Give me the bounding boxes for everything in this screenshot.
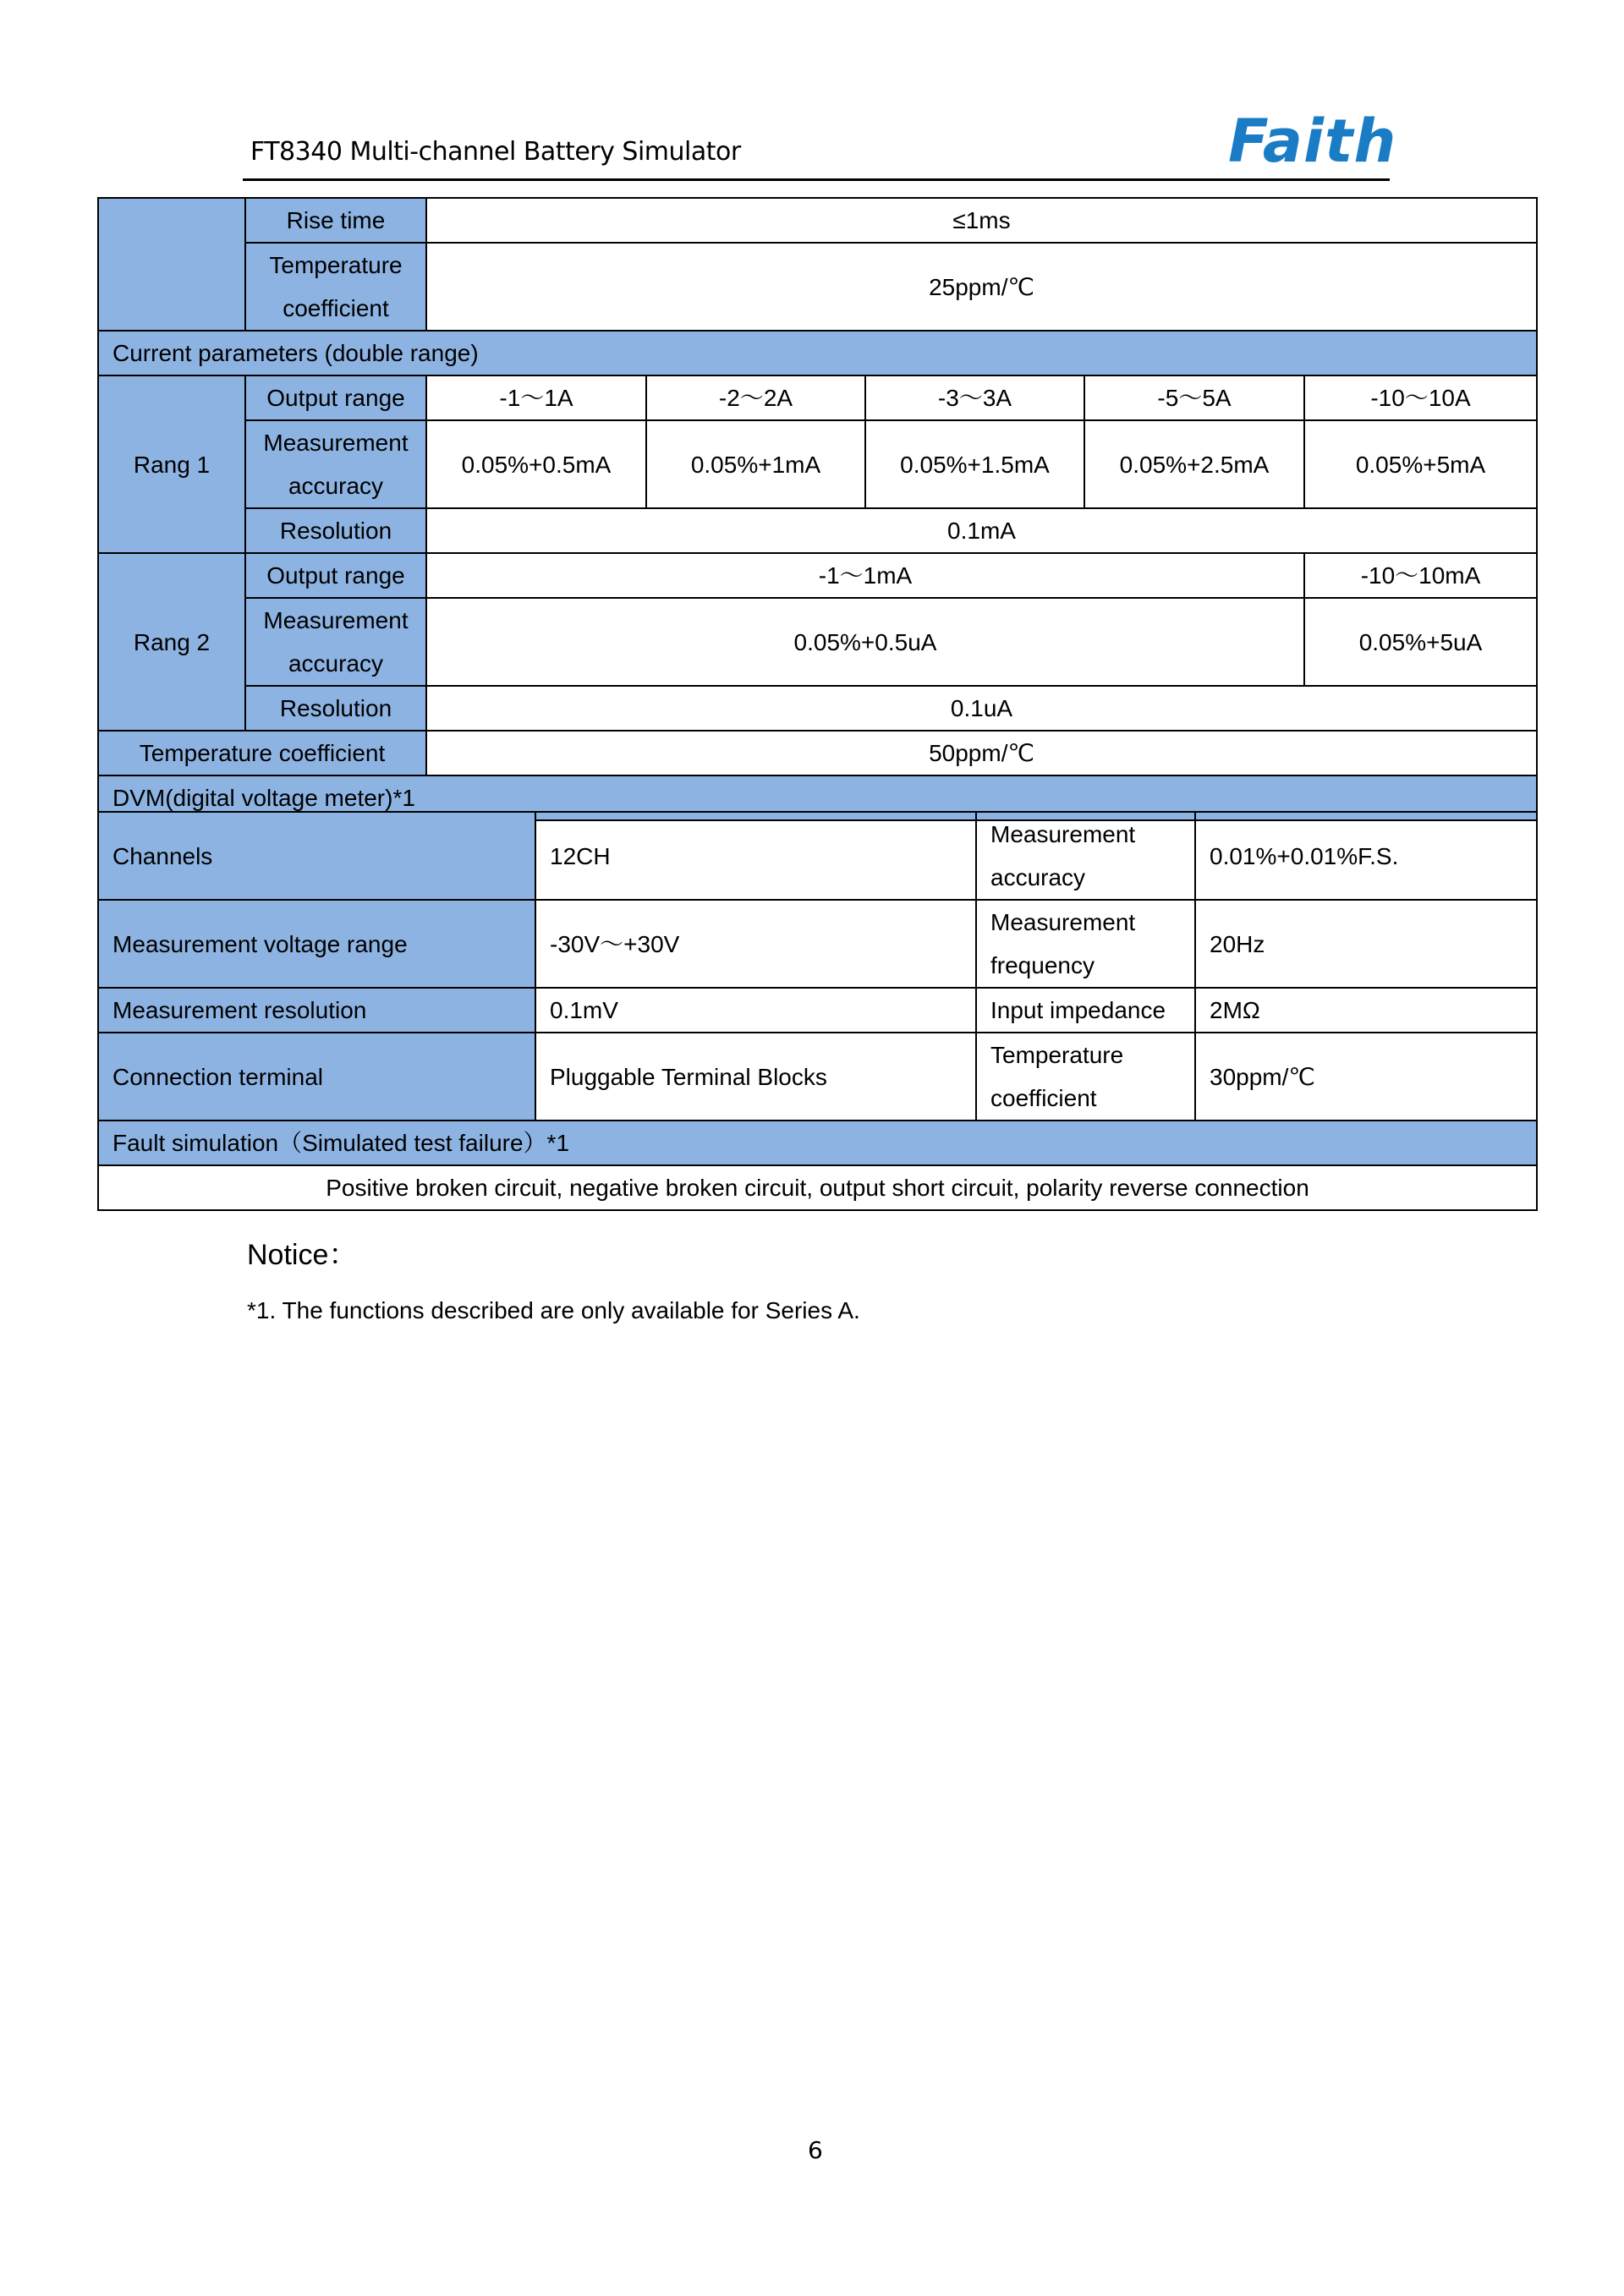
dvm-table bbox=[97, 811, 1538, 1211]
label-line: Measurement bbox=[263, 430, 409, 456]
footnote: *1. The functions described are only available for Series A. bbox=[247, 1297, 860, 1323]
dvm-label: Connection terminal bbox=[98, 1033, 535, 1121]
spec-table bbox=[97, 197, 1538, 821]
label-line: Measurement bbox=[990, 821, 1136, 847]
blank-group-cell bbox=[98, 198, 245, 331]
dvm-value-2: 0.01%+0.01%F.S. bbox=[1195, 812, 1537, 900]
label-line: Measurement bbox=[990, 909, 1136, 935]
fault-content: Positive broken circuit, negative broken circuit, output short circuit, polarity reverse connection bbox=[98, 1165, 1537, 1210]
dvm-value-2: 30ppm/℃ bbox=[1195, 1033, 1537, 1121]
notice-title: Notice： bbox=[247, 1239, 358, 1271]
rang1-label: Rang 1 bbox=[98, 375, 245, 553]
section-current: Current parameters (double range) bbox=[98, 331, 1537, 375]
current-temp-coef-value: 50ppm/℃ bbox=[426, 731, 1537, 775]
dvm-label-2: Input impedance bbox=[976, 988, 1195, 1033]
temp-coef-value: 25ppm/℃ bbox=[426, 243, 1537, 331]
accuracy-label bbox=[245, 598, 426, 686]
dvm-label-2 bbox=[976, 812, 1195, 900]
dvm-value-2: 20Hz bbox=[1195, 900, 1537, 988]
label-line: coefficient bbox=[990, 1085, 1097, 1111]
range-cell: -1～1mA bbox=[426, 553, 1304, 598]
dvm-label: Channels bbox=[98, 812, 535, 900]
header-divider bbox=[243, 178, 1390, 181]
dvm-value: 0.1mV bbox=[535, 988, 976, 1033]
accuracy-label bbox=[245, 420, 426, 508]
dvm-label-2 bbox=[976, 1033, 1195, 1121]
temp-coef-label bbox=[245, 243, 426, 331]
range-cell: -5～5A bbox=[1084, 375, 1304, 420]
dvm-value-2: 2MΩ bbox=[1195, 988, 1537, 1033]
label-line: accuracy bbox=[990, 864, 1086, 890]
resolution-label: Resolution bbox=[245, 508, 426, 553]
label-line: Temperature bbox=[990, 1042, 1124, 1068]
range-cell: -10～10A bbox=[1304, 375, 1537, 420]
section-fault: Fault simulation（Simulated test failure）*1 bbox=[98, 1121, 1537, 1165]
resolution-value: 0.1uA bbox=[426, 686, 1537, 731]
accuracy-cell: 0.05%+1mA bbox=[646, 420, 865, 508]
resolution-label: Resolution bbox=[245, 686, 426, 731]
accuracy-cell: 0.05%+2.5mA bbox=[1084, 420, 1304, 508]
label-line: Measurement bbox=[263, 607, 409, 633]
dvm-label-2 bbox=[976, 900, 1195, 988]
page-number: 6 bbox=[808, 2136, 823, 2164]
accuracy-cell: 0.05%+5uA bbox=[1304, 598, 1537, 686]
document-title: FT8340 Multi-channel Battery Simulator bbox=[250, 137, 741, 167]
dvm-label: Measurement resolution bbox=[98, 988, 535, 1033]
rise-time-label: Rise time bbox=[245, 198, 426, 243]
accuracy-cell: 0.05%+0.5uA bbox=[426, 598, 1304, 686]
accuracy-cell: 0.05%+1.5mA bbox=[865, 420, 1084, 508]
label-line: frequency bbox=[990, 952, 1095, 978]
section-dvm: DVM(digital voltage meter)*1 bbox=[98, 775, 1537, 820]
range-cell: -10～10mA bbox=[1304, 553, 1537, 598]
dvm-label: Measurement voltage range bbox=[98, 900, 535, 988]
resolution-value: 0.1mA bbox=[426, 508, 1537, 553]
output-range-label: Output range bbox=[245, 375, 426, 420]
dvm-value: Pluggable Terminal Blocks bbox=[535, 1033, 976, 1121]
dvm-value: -30V～+30V bbox=[535, 900, 976, 988]
current-temp-coef-label: Temperature coefficient bbox=[98, 731, 426, 775]
dvm-value: 12CH bbox=[535, 812, 976, 900]
range-cell: -2～2A bbox=[646, 375, 865, 420]
accuracy-cell: 0.05%+5mA bbox=[1304, 420, 1537, 508]
label-line: coefficient bbox=[283, 295, 389, 321]
range-cell: -1～1A bbox=[426, 375, 646, 420]
rang2-label: Rang 2 bbox=[98, 553, 245, 731]
rise-time-value: ≤1ms bbox=[426, 198, 1537, 243]
faith-logo: Faith bbox=[1228, 107, 1397, 176]
label-line: accuracy bbox=[288, 473, 384, 499]
output-range-label: Output range bbox=[245, 553, 426, 598]
label-line: Temperature bbox=[269, 252, 403, 278]
range-cell: -3～3A bbox=[865, 375, 1084, 420]
accuracy-cell: 0.05%+0.5mA bbox=[426, 420, 646, 508]
label-line: accuracy bbox=[288, 650, 384, 677]
